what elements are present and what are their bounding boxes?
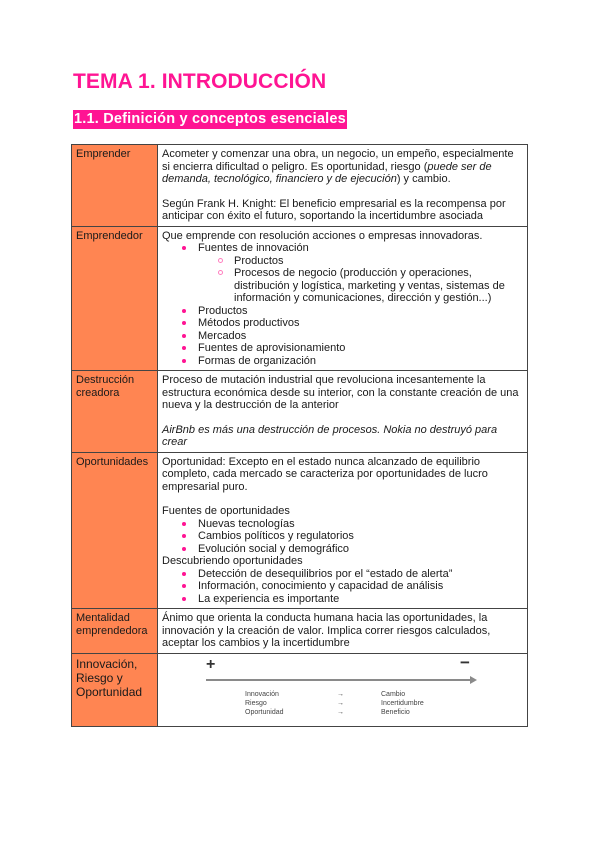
sub-bullet-list: [198, 255, 523, 305]
table-row-emprendedor: [72, 226, 528, 371]
definition-cell: [158, 145, 528, 227]
list-item: Información, conocimiento y capacidad de análisis: [162, 580, 523, 593]
term-cell: Mentalidad emprendedora: [72, 609, 158, 654]
list-item: Cambios políticos y regulatorios: [162, 530, 523, 543]
list-item: Detección de desequilibrios por el “estado de alerta”: [162, 568, 523, 581]
innovation-risk-diagram: [162, 652, 523, 723]
table-row-destruccion-creadora: [72, 371, 528, 453]
text: ) y cambio.: [396, 173, 451, 185]
diagram-left-label: Riesgo: [245, 699, 267, 707]
bullet-list: [162, 568, 523, 606]
definition-paragraph: Oportunidad: Excepto en el estado nunca alcanzado de equilibrio completo, cada mercado se caracteriza por oportunidades de lucro empresarial puro.: [162, 455, 488, 493]
definition-paragraph: Ánimo que orienta la conducta humana hacia las oportunidades, la innovación y la creación de valor. Implica correr riesgos calculados, aceptar los cambios y la incertidumbre: [162, 612, 491, 649]
definition-paragraph: Que emprende con resolución acciones o empresas innovadoras.: [162, 229, 483, 242]
diagram-left-label: Innovación: [245, 690, 279, 698]
plus-icon: +: [206, 655, 216, 673]
list-item: Mercados: [162, 330, 523, 343]
arrow-icon: →: [337, 699, 344, 707]
knight-quote: Según Frank H. Knight: El beneficio empresarial es la recompensa por anticipar con éxito el futuro, soportando la incertidumbre asociada: [162, 197, 506, 222]
italic-text: puede ser de demanda, tecnológico, financiero y de ejecución: [162, 160, 492, 185]
term-cell: Oportunidades: [72, 452, 158, 609]
section-title: 1.1. Definición y conceptos esenciales: [74, 111, 346, 127]
definition-paragraph: Proceso de mutación industrial que revoluciona incesantemente la estructura económica desde su interior, con la constante creación de una nueva y la destrucción de la anterior: [162, 374, 519, 411]
table-row-mentalidad-emprendedora: [72, 609, 528, 654]
list-item-text: Fuentes de innovación: [198, 242, 309, 254]
list-item: [162, 242, 523, 305]
concepts-table: [71, 144, 528, 727]
term-cell: Innovación, Riesgo y Oportunidad: [72, 653, 158, 726]
list-item: Productos: [162, 305, 523, 318]
list-heading: Descubriendo oportunidades: [162, 555, 303, 567]
arrow-right-icon: [470, 676, 477, 684]
table-row-oportunidades: [72, 452, 528, 609]
list-item: Evolución social y demográfico: [162, 543, 523, 556]
page-title: TEMA 1. INTRODUCCIÓN: [73, 70, 327, 93]
text: Acometer y comenzar una obra, un negocio, un empeño, especialmente si encierra dificultad o peligro. Es oportunidad, riesgo (: [162, 148, 514, 173]
list-item: Nuevas tecnologías: [162, 518, 523, 531]
list-item: Productos: [198, 255, 523, 268]
table-row-emprender: [72, 145, 528, 227]
arrow-line: [206, 679, 472, 681]
definition-cell: [158, 609, 528, 654]
diagram-right-label: Cambio: [381, 690, 406, 698]
list-item: Formas de organización: [162, 355, 523, 368]
bullet-list: [162, 518, 523, 556]
diagram-left-label: Oportunidad: [245, 708, 284, 716]
term-cell: Emprendedor: [72, 226, 158, 371]
arrow-icon: →: [337, 690, 344, 698]
list-item: Fuentes de aprovisionamiento: [162, 342, 523, 355]
definition-cell: [158, 653, 528, 726]
definition-cell: [158, 452, 528, 609]
list-item: Procesos de negocio (producción y operaciones, distribución y logística, marketing y ventas, sistemas de información y comunicaciones, dirección y gestión...): [198, 267, 523, 305]
diagram-right-label: Beneficio: [381, 708, 410, 716]
term-cell: Destrucción creadora: [72, 371, 158, 453]
list-item: La experiencia es importante: [162, 593, 523, 606]
example-note: AirBnb es más una destrucción de procesos. Nokia no destruyó para crear: [162, 423, 498, 448]
diagram-right-label: Incertidumbre: [381, 699, 424, 707]
definition-paragraph: [162, 148, 523, 186]
bullet-list: [162, 242, 523, 367]
definition-cell: [158, 226, 528, 371]
term-cell: Emprender: [72, 145, 158, 227]
list-heading: Fuentes de oportunidades: [162, 505, 290, 517]
arrow-icon: →: [337, 708, 344, 716]
minus-icon: −: [460, 652, 470, 672]
table-row-innovacion-riesgo-oportunidad: [72, 653, 528, 726]
list-item: Métodos productivos: [162, 317, 523, 330]
definition-cell: [158, 371, 528, 453]
